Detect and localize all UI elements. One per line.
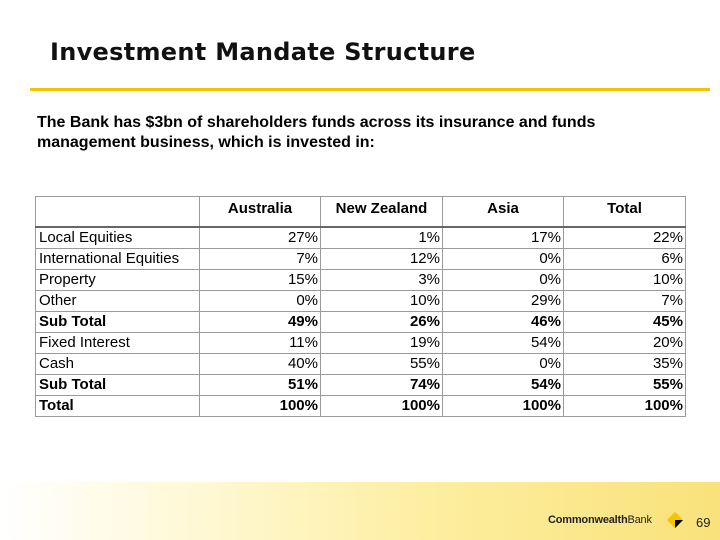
value-cell: 17% (443, 227, 564, 249)
value-cell: 100% (321, 396, 443, 417)
table-row (36, 396, 686, 417)
value-cell: 22% (564, 227, 686, 249)
table-row (36, 312, 686, 333)
value-cell: 0% (200, 291, 321, 312)
value-cell: 40% (200, 354, 321, 375)
value-cell: 54% (443, 333, 564, 354)
value-cell: 10% (321, 291, 443, 312)
slide-title: Investment Mandate Structure (50, 38, 476, 66)
table-row (36, 291, 686, 312)
title-divider (30, 88, 710, 91)
table-row (36, 249, 686, 270)
header-cell-australia: Australia (200, 197, 321, 228)
table-header-row (36, 197, 686, 228)
row-label: Cash (36, 354, 200, 375)
row-label: Local Equities (36, 227, 200, 249)
brand-name-bold: Commonwealth (548, 514, 628, 526)
table-row (36, 227, 686, 249)
table-row (36, 270, 686, 291)
value-cell: 1% (321, 227, 443, 249)
value-cell: 74% (321, 375, 443, 396)
table-row (36, 333, 686, 354)
value-cell: 100% (200, 396, 321, 417)
value-cell: 19% (321, 333, 443, 354)
table-body (36, 227, 686, 417)
page-number: 69 (696, 515, 711, 530)
value-cell: 3% (321, 270, 443, 291)
value-cell: 49% (200, 312, 321, 333)
value-cell: 0% (443, 249, 564, 270)
brand-wordmark (548, 514, 652, 526)
value-cell: 46% (443, 312, 564, 333)
footer-band (0, 482, 720, 540)
row-label: International Equities (36, 249, 200, 270)
row-label: Other (36, 291, 200, 312)
value-cell: 27% (200, 227, 321, 249)
value-cell: 45% (564, 312, 686, 333)
table-row (36, 375, 686, 396)
value-cell: 55% (564, 375, 686, 396)
value-cell: 15% (200, 270, 321, 291)
value-cell: 26% (321, 312, 443, 333)
header-cell-new-zealand: New Zealand (321, 197, 443, 228)
value-cell: 0% (443, 270, 564, 291)
intro-text: The Bank has $3bn of shareholders funds across its insurance and funds management business, which is invested in: (37, 114, 596, 151)
value-cell: 20% (564, 333, 686, 354)
header-cell-asia: Asia (443, 197, 564, 228)
row-label: Property (36, 270, 200, 291)
value-cell: 7% (564, 291, 686, 312)
value-cell: 11% (200, 333, 321, 354)
header-cell-blank (36, 197, 200, 228)
value-cell: 7% (200, 249, 321, 270)
value-cell: 29% (443, 291, 564, 312)
row-label: Sub Total (36, 312, 200, 333)
header-cell-total: Total (564, 197, 686, 228)
value-cell: 55% (321, 354, 443, 375)
value-cell: 0% (443, 354, 564, 375)
value-cell: 10% (564, 270, 686, 291)
value-cell: 100% (443, 396, 564, 417)
brand-name-regular: Bank (627, 514, 652, 526)
table-row (36, 354, 686, 375)
value-cell: 6% (564, 249, 686, 270)
value-cell: 51% (200, 375, 321, 396)
value-cell: 12% (321, 249, 443, 270)
row-label: Sub Total (36, 375, 200, 396)
row-label: Total (36, 396, 200, 417)
investment-mandate-table (35, 196, 686, 417)
value-cell: 54% (443, 375, 564, 396)
row-label: Fixed Interest (36, 333, 200, 354)
value-cell: 35% (564, 354, 686, 375)
value-cell: 100% (564, 396, 686, 417)
commonwealth-bank-diamond-icon (666, 511, 684, 529)
